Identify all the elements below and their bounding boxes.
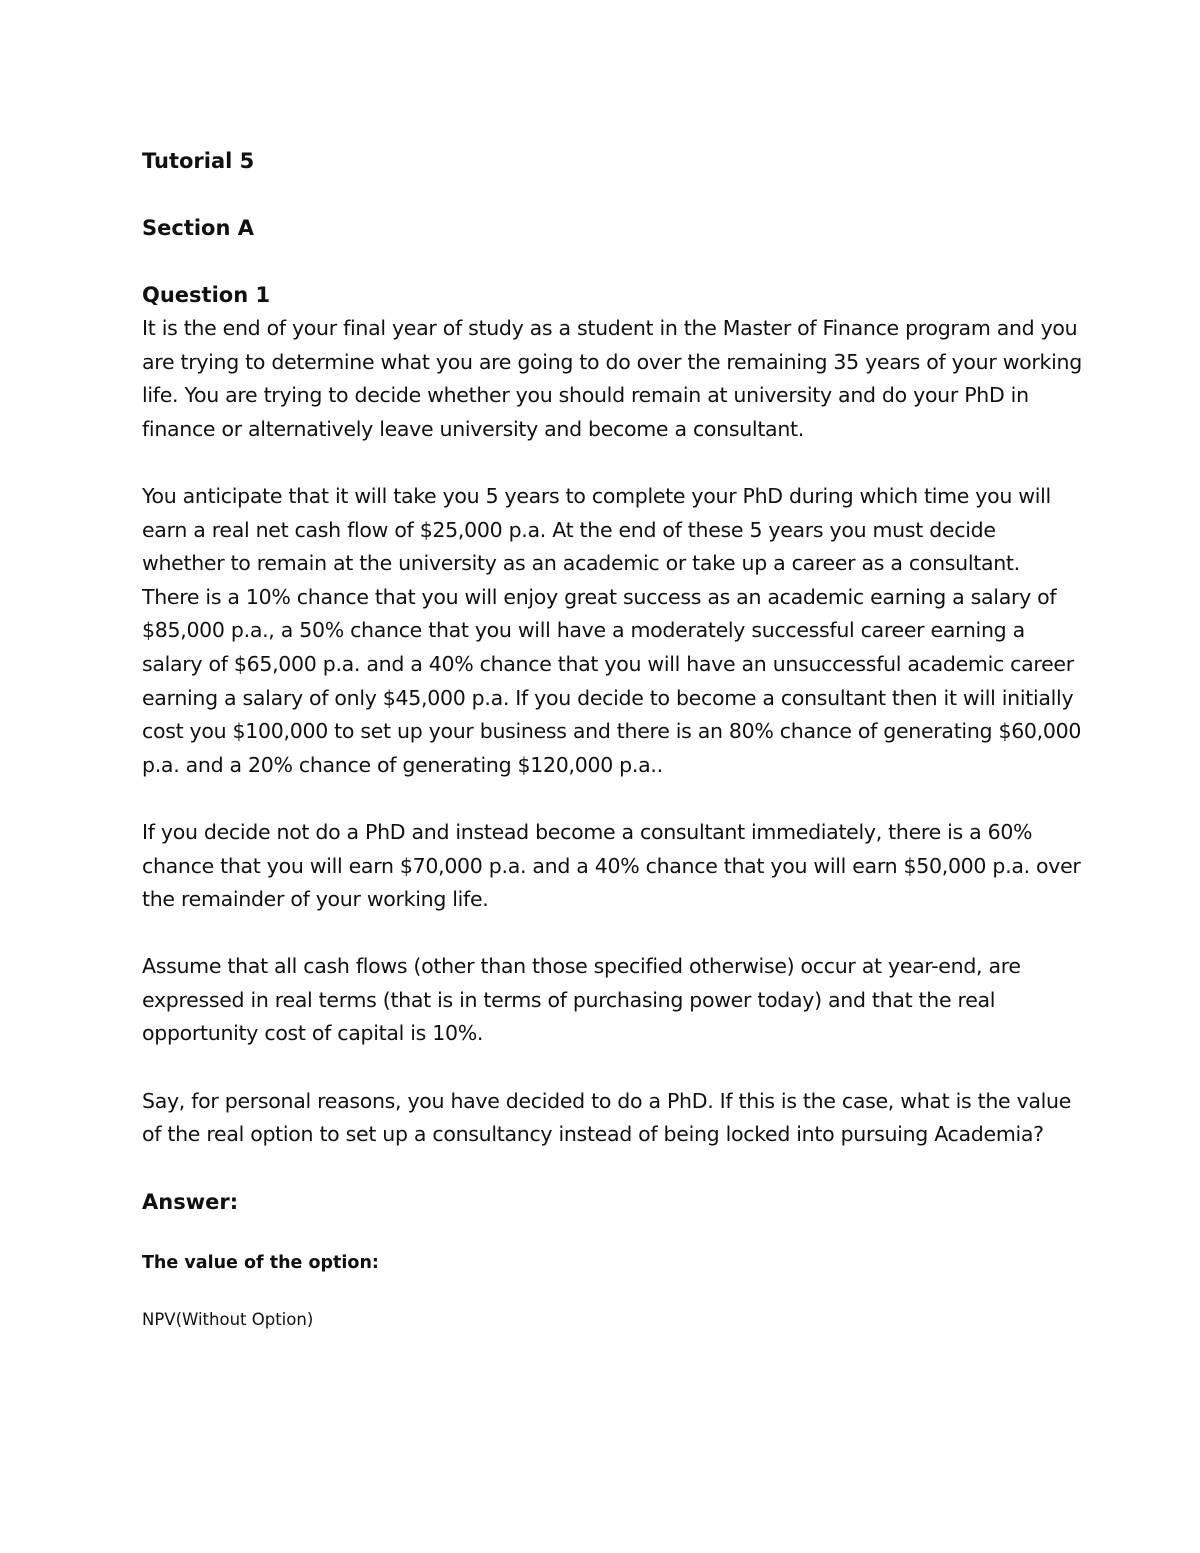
spacer xyxy=(142,1277,1082,1307)
paragraph-assumptions: Assume that all cash flows (other than those specified otherwise) occur at year-end, are expressed in real terms (that is in terms of purchasing power today) and that the real opportunity cost of capital is 10%. xyxy=(142,954,1021,1046)
spacer xyxy=(142,178,1082,211)
paragraph-phd-scenario: You anticipate that it will take you 5 years to complete your PhD during which time you will earn a real net cash flow of $25,000 p.a. At the end of these 5 years you must decide whether to remain at the university as an academic or take up a career as a consultant. There is a 10% chance that you will enjoy great success as an academic earning a salary of $85,000 p.a., a 50% chance that you will have a moderately successful career earning a salary of $65,000 p.a. and a 40% chance that you will have an unsuccessful academic career earning a salary of only $45,000 p.a. If you decide to become a consultant then it will initially cost you $100,000 to set up your business and there is an 80% chance of generating $60,000 p.a. and a 20% chance of generating $120,000 p.a.. xyxy=(142,483,1082,777)
spacer xyxy=(142,1219,1082,1249)
document-content xyxy=(142,144,1082,1333)
paragraph-question: Say, for personal reasons, you have decided to do a PhD. If this is the case, what is the value of the real option to set up a consultancy instead of being locked into pursuing Academia? xyxy=(142,1088,1072,1147)
document-title: Tutorial 5 xyxy=(142,149,255,173)
npv-label: NPV(Without Option) xyxy=(142,1310,314,1330)
paragraph-intro: It is the end of your final year of study as a student in the Master of Finance program and you are trying to determine what you are going to do over the remaining 35 years of your working life. You are trying to decide whether you should remain at university and do your PhD in finance or alternatively leave university and become a consultant. xyxy=(142,316,1082,441)
spacer xyxy=(142,245,1082,278)
spacer xyxy=(142,446,1082,480)
spacer xyxy=(142,782,1082,816)
spacer xyxy=(142,917,1082,951)
question-heading: Question 1 xyxy=(142,283,271,307)
answer-heading: Answer: xyxy=(142,1190,239,1215)
paragraph-consultant-now: If you decide not do a PhD and instead become a consultant immediately, there is a 60% chance that you will earn $70,000 p.a. and a 40% chance that you will earn $50,000 p.a. over the remainder of your working life. xyxy=(142,819,1081,912)
section-heading: Section A xyxy=(142,216,254,240)
spacer xyxy=(142,1051,1082,1085)
spacer xyxy=(142,1152,1082,1186)
option-value-heading: The value of the option: xyxy=(142,1253,379,1274)
